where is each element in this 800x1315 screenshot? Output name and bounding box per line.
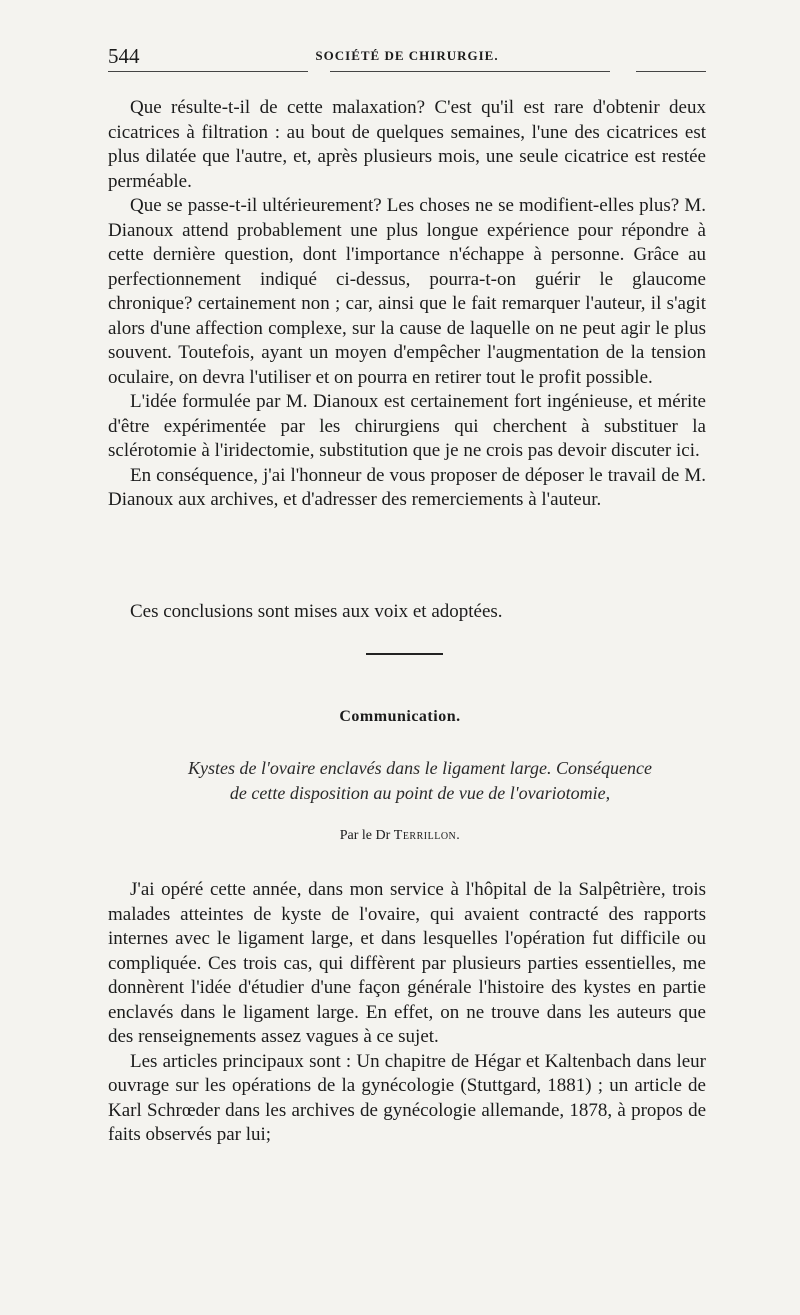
page-header <box>108 44 706 74</box>
author-line <box>0 828 800 844</box>
article-title-line: de cette disposition au point de vue de l'ovariotomie, <box>229 783 611 803</box>
conclusion-line: Ces conclusions sont mises aux voix et adoptées. <box>130 601 503 622</box>
paragraph: Les articles principaux sont : Un chapitre de Hégar et Kaltenbach dans leur ouvrage sur les opérations de la gynécologie (Stuttgard, 1881) ; un article de Karl Schrœder dans les archives de gynécologie allemande, 1878, à propos de faits observés par lui; <box>108 1050 706 1145</box>
report-text <box>108 96 706 513</box>
section-separator <box>366 653 443 655</box>
author-name: Terrillon. <box>393 828 461 843</box>
article-title <box>120 756 720 806</box>
author-prefix: Par le Dr <box>339 828 391 843</box>
paragraph: Que se passe-t-il ultérieurement? Les choses ne se modifient-elles plus? M. Dianoux attend probablement une plus longue expérience pour répondre à cette dernière question, dont l'importance n'échappe à personne. Grâce au perfectionnement indiqué ci-dessus, pourra-t-on guérir le glaucome chronique? certainement non ; car, ainsi que le fait remarquer l'auteur, il s'agit alors d'une affection complexe, sur la cause de laquelle on ne peut agir le plus souvent. Toutefois, ayant un moyen d'empêcher l'augmentation de la tension oculaire, on devra l'utiliser et on pourra en retirer tout le profit possible. <box>108 195 706 388</box>
header-rule <box>330 71 610 72</box>
section-title: Communication. <box>339 708 461 725</box>
paragraph: Que résulte-t-il de cette malaxation? C'est qu'il est rare d'obtenir deux cicatrices à filtration : au bout de quelques semaines, l'une des cicatrices est plus dilatée que l'autre, et, après plusieurs mois, une seule cicatrice est restée perméable. <box>108 97 706 192</box>
page-number: 544 <box>108 44 140 68</box>
paragraph: L'idée formulée par M. Dianoux est certainement fort ingénieuse, et mérite d'être expérimentée par les chirurgiens qui cherchent à substituer la sclérotomie à l'iridectomie, substitution que je ne crois pas devoir discuter ici. <box>108 391 706 461</box>
article-text <box>108 878 706 1148</box>
paragraph: En conséquence, j'ai l'honneur de vous proposer de déposer le travail de M. Dianoux aux archives, et d'adresser des remerciements à l'auteur. <box>108 464 706 510</box>
header-rule <box>636 71 706 72</box>
article-title-line: Kystes de l'ovaire enclavés dans le ligament large. Conséquence <box>188 758 652 778</box>
running-title: SOCIÉTÉ DE CHIRURGIE. <box>315 48 499 63</box>
paragraph: J'ai opéré cette année, dans mon service à l'hôpital de la Salpêtrière, trois malades atteintes de kyste de l'ovaire, qui avaient contracté des rapports internes avec le ligament large, et dans lesquelles l'opération fut difficile ou compliquée. Ces trois cas, qui diffèrent par plusieurs parties essentielles, me donnèrent l'idée d'étudier d'une façon générale l'histoire des kystes en partie enclavés dans le ligament large. En effet, on ne trouve dans les auteurs que des renseignements assez vagues à ce sujet. <box>108 879 706 1047</box>
header-rule <box>108 71 308 72</box>
